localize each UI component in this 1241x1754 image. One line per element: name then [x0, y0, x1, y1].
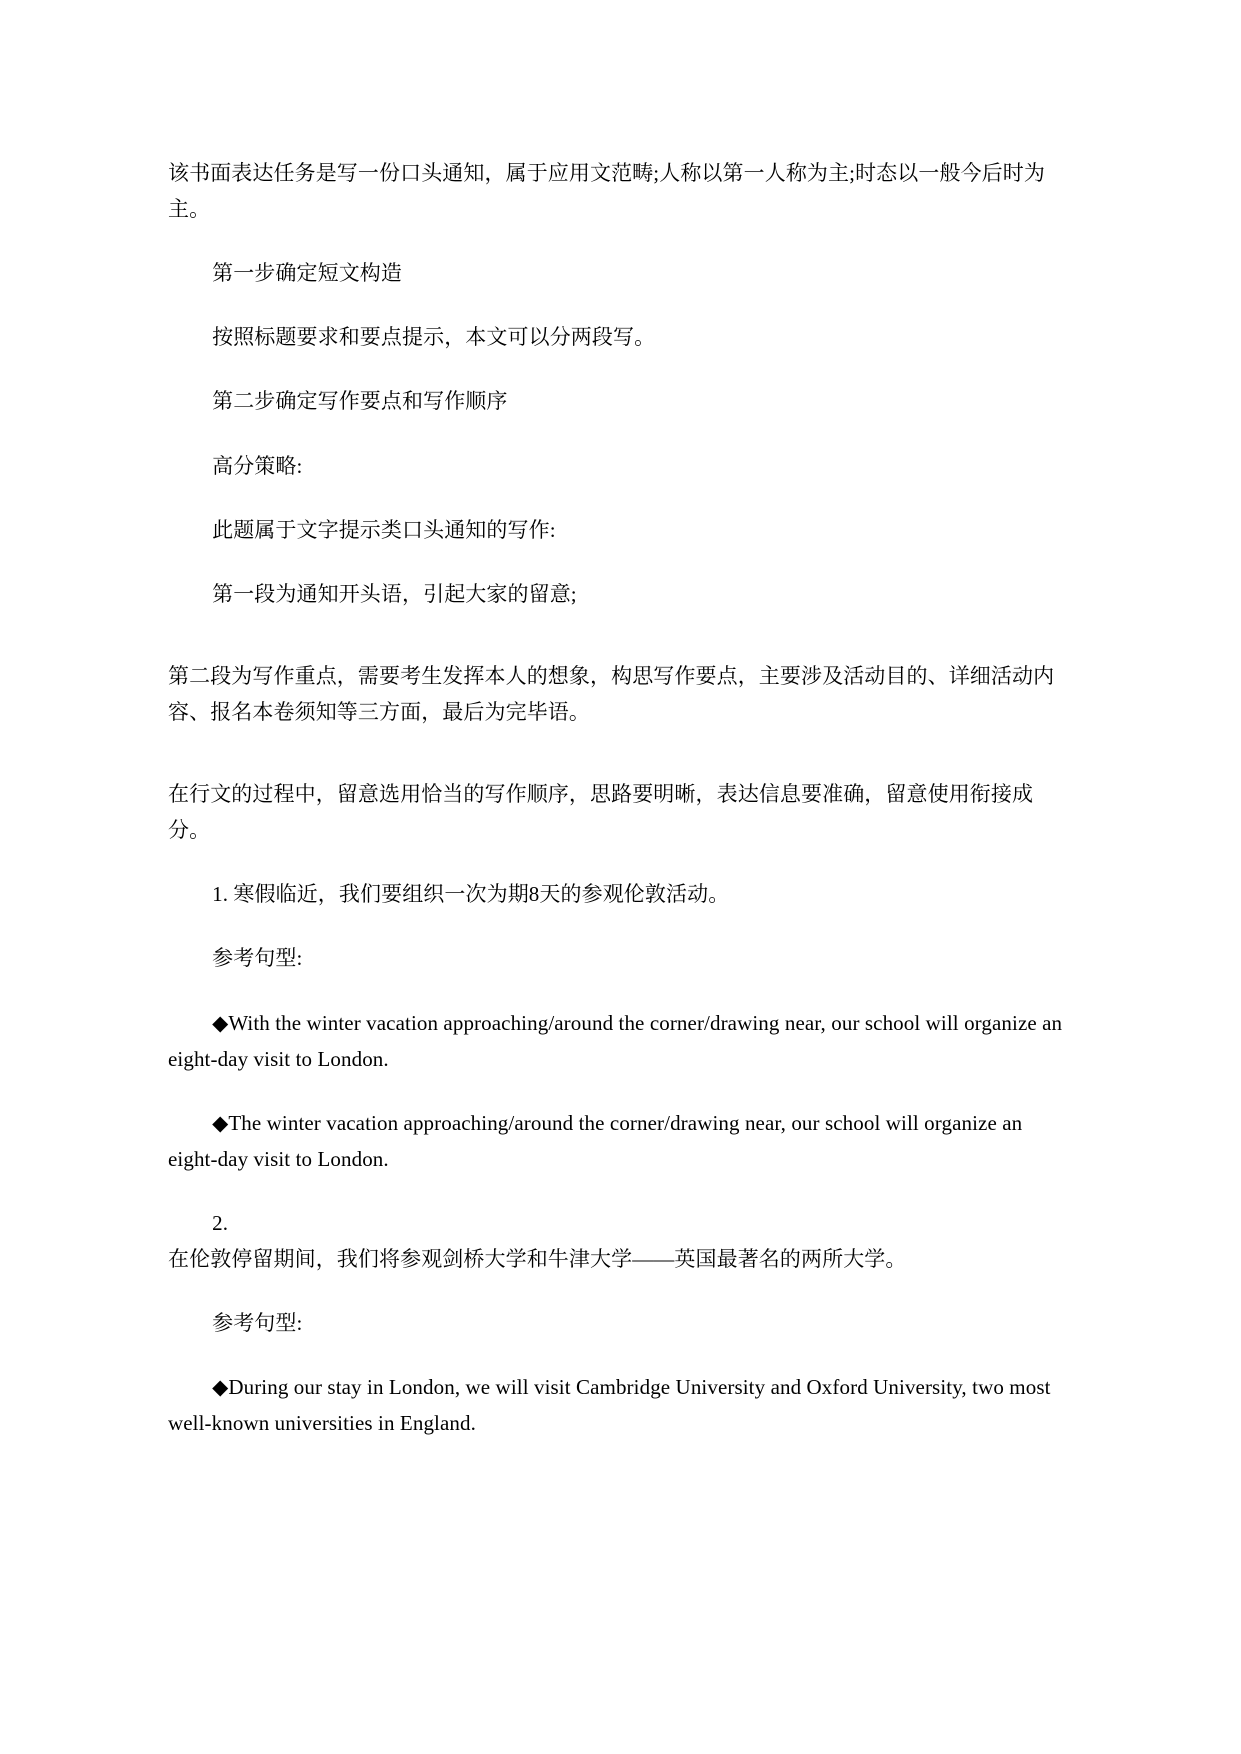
paragraph-sample-sentence-3: ◆During our stay in London, we will visit Cambridge University and Oxford University, two most well-known universities in England. [168, 1375, 1051, 1436]
paragraph-reference-label-1: 参考句型: [212, 946, 303, 971]
paragraph-reference-label-2: 参考句型: [212, 1311, 303, 1336]
paragraph-question-type: 此题属于文字提示类口头通知的写作: [212, 517, 556, 542]
paragraph-point-two-number: 2. [212, 1210, 229, 1235]
paragraph-intro: 该书面表达任务是写一份口头通知，属于应用文范畴;人称以第一人称为主;时态以一般今后时为主。 [168, 161, 1045, 222]
paragraph-high-score-strategy: 高分策略: [212, 453, 303, 478]
paragraph-step-one: 第一步确定短文构造 [212, 261, 402, 286]
paragraph-point-two-text: 在伦敦停留期间，我们将参观剑桥大学和牛津大学——英国最著名的两所大学。 [168, 1247, 907, 1272]
paragraph-two-note: 第二段为写作重点，需要考生发挥本人的想象，构思写作要点，主要涉及活动目的、详细活动内容、报名本卷须知等三方面，最后为完毕语。 [168, 663, 1055, 724]
paragraph-sample-sentence-2: ◆The winter vacation approaching/around the corner/drawing near, our school will organize an eight-day visit to London. [168, 1110, 1023, 1171]
paragraph-step-two: 第二步确定写作要点和写作顺序 [212, 389, 508, 414]
paragraph-sample-sentence-1: ◆With the winter vacation approaching/around the corner/drawing near, our school will organize an eight-day visit to London. [168, 1010, 1063, 1071]
paragraph-writing-process-note: 在行文的过程中，留意选用恰当的写作顺序，思路要明晰，表达信息要准确，留意使用衔接成分。 [168, 782, 1034, 843]
paragraph-one-note: 第一段为通知开头语，引起大家的留意; [212, 581, 577, 606]
paragraph-step-one-detail: 按照标题要求和要点提示，本文可以分两段写。 [212, 325, 656, 350]
paragraph-point-one: 1. 寒假临近，我们要组织一次为期8天的参观伦敦活动。 [212, 882, 730, 907]
